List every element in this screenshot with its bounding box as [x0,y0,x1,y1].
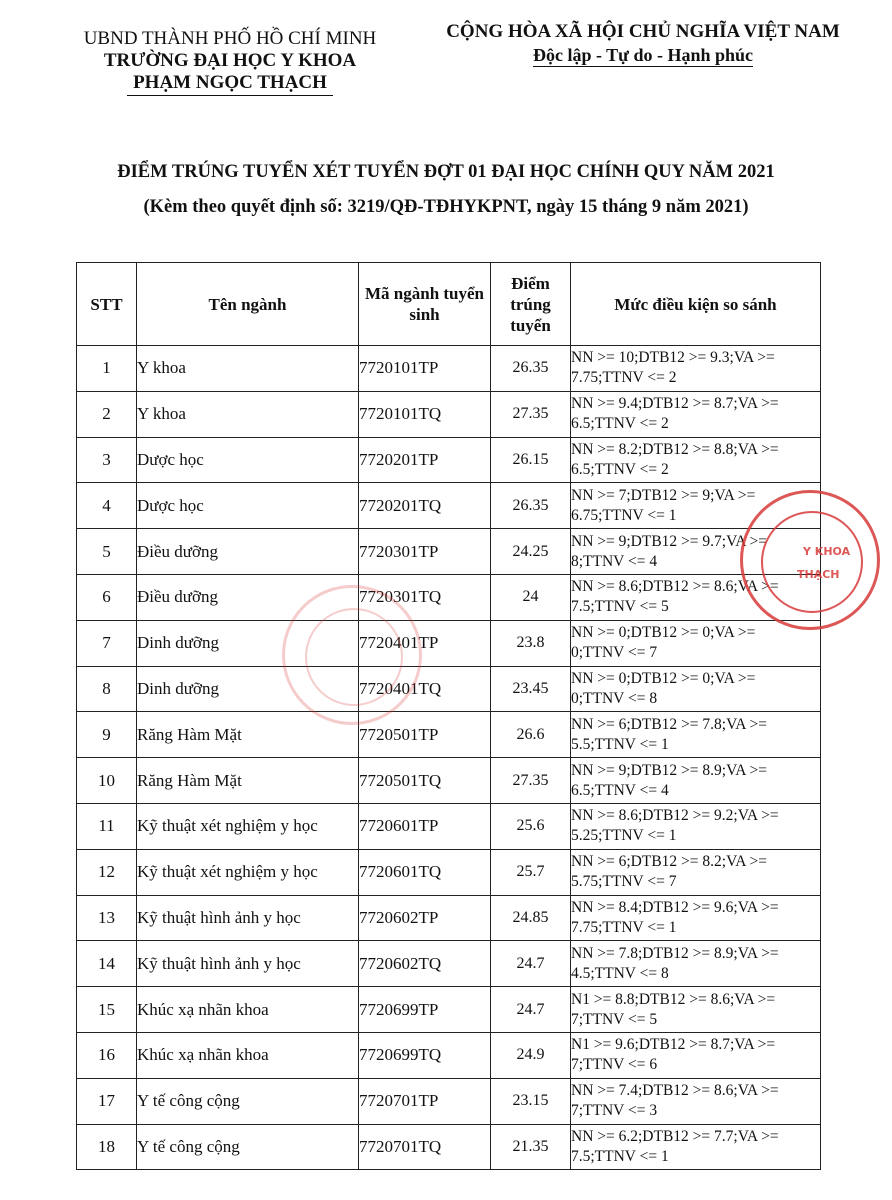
row-stt: 11 [77,803,137,849]
row-conditions-line1: NN >= 7.8;DTB12 >= 8.9;VA >= [571,944,779,962]
row-conditions [571,987,821,1033]
row-conditions-line1: NN >= 0;DTB12 >= 0;VA >= [571,669,756,687]
table-row [77,620,821,666]
issuer-block [55,28,405,96]
row-conditions-line2: 5.25;TTNV <= 1 [571,827,677,845]
row-major-code: 7720401TP [359,620,491,666]
header-major-name: Tên ngành [137,263,359,346]
row-conditions-line2: 6.5;TTNV <= 2 [571,415,669,433]
header-stt: STT [77,263,137,346]
row-major-code: 7720701TP [359,1078,491,1124]
row-conditions-line2: 0;TTNV <= 8 [571,689,658,707]
row-stt: 7 [77,620,137,666]
row-conditions-line1: NN >= 10;DTB12 >= 9.3;VA >= [571,349,775,367]
row-conditions-line2: 6.5;TTNV <= 4 [571,781,669,799]
row-conditions-line1: NN >= 9;DTB12 >= 8.9;VA >= [571,761,767,779]
faded-seal-stamp [282,585,422,725]
row-score: 25.7 [491,849,571,895]
row-major-code: 7720101TQ [359,391,491,437]
table-row [77,483,821,529]
row-major-name: Dược học [137,483,359,529]
admission-score-table [76,262,821,1170]
row-major-code: 7720201TP [359,437,491,483]
seal-text-line2: THẠCH [797,568,840,581]
row-major-code: 7720602TQ [359,941,491,987]
document-title: ĐIỂM TRÚNG TUYỂN XÉT TUYỂN ĐỢT 01 ĐẠI HỌC CHÍNH QUY NĂM 2021 [117,162,775,182]
row-score: 26.6 [491,712,571,758]
row-conditions-line2: 7.75;TTNV <= 1 [571,918,677,936]
row-conditions [571,620,821,666]
row-major-name: Kỹ thuật hình ảnh y học [137,895,359,941]
row-conditions [571,1032,821,1078]
row-conditions-line2: 7;TTNV <= 3 [571,1102,658,1120]
row-major-name: Dược học [137,437,359,483]
row-conditions [571,1078,821,1124]
row-score: 23.15 [491,1078,571,1124]
table-row [77,529,821,575]
row-major-code: 7720699TQ [359,1032,491,1078]
table-row [77,1124,821,1170]
table-row [77,666,821,712]
row-major-code: 7720101TP [359,346,491,392]
row-conditions-line1: NN >= 8.6;DTB12 >= 9.2;VA >= [571,807,779,825]
header-conditions: Mức điều kiện so sánh [571,263,821,346]
row-score: 24 [491,574,571,620]
row-major-code: 7720201TQ [359,483,491,529]
row-major-name: Y khoa [137,391,359,437]
row-stt: 4 [77,483,137,529]
row-conditions-line2: 5.75;TTNV <= 7 [571,873,677,891]
row-stt: 1 [77,346,137,392]
row-conditions-line2: 7;TTNV <= 6 [571,1056,658,1074]
table-row [77,987,821,1033]
row-conditions [571,1124,821,1170]
row-major-code: 7720301TQ [359,574,491,620]
row-major-code: 7720401TQ [359,666,491,712]
row-stt: 12 [77,849,137,895]
seal-inner-ring [761,511,863,613]
row-conditions-line2: 8;TTNV <= 4 [571,552,658,570]
row-major-name: Răng Hàm Mặt [137,712,359,758]
table-row [77,346,821,392]
row-major-name: Y khoa [137,346,359,392]
row-stt: 10 [77,758,137,804]
row-conditions-line1: NN >= 7;DTB12 >= 9;VA >= [571,486,756,504]
row-conditions-line2: 7.5;TTNV <= 1 [571,1147,669,1165]
national-motto-block [418,20,868,68]
row-major-name: Khúc xạ nhãn khoa [137,1032,359,1078]
row-conditions-line1: NN >= 9.4;DTB12 >= 8.7;VA >= [571,395,779,413]
row-conditions [571,849,821,895]
row-conditions-line1: NN >= 0;DTB12 >= 0;VA >= [571,624,756,642]
table-row [77,758,821,804]
row-major-name: Kỹ thuật xét nghiệm y học [137,849,359,895]
row-score: 26.15 [491,437,571,483]
row-stt: 14 [77,941,137,987]
row-conditions [571,346,821,392]
table-row [77,574,821,620]
row-stt: 18 [77,1124,137,1170]
row-conditions-line1: NN >= 6;DTB12 >= 7.8;VA >= [571,715,767,733]
row-conditions [571,712,821,758]
row-conditions-line1: N1 >= 9.6;DTB12 >= 8.7;VA >= [571,1036,776,1054]
row-major-name: Điều dưỡng [137,529,359,575]
row-major-code: 7720301TP [359,529,491,575]
table-row [77,849,821,895]
row-score: 23.8 [491,620,571,666]
row-conditions-line2: 6.5;TTNV <= 2 [571,460,669,478]
row-score: 24.7 [491,941,571,987]
table-row [77,803,821,849]
row-score: 26.35 [491,483,571,529]
row-conditions-line2: 4.5;TTNV <= 8 [571,964,669,982]
row-conditions [571,666,821,712]
row-stt: 8 [77,666,137,712]
row-score: 24.25 [491,529,571,575]
row-major-name: Dinh dưỡng [137,666,359,712]
row-major-name: Điều dưỡng [137,574,359,620]
row-major-name: Y tế công cộng [137,1124,359,1170]
row-conditions [571,391,821,437]
row-conditions-line2: 7;TTNV <= 5 [571,1010,658,1028]
row-major-name: Kỹ thuật hình ảnh y học [137,941,359,987]
row-major-name: Khúc xạ nhãn khoa [137,987,359,1033]
row-stt: 16 [77,1032,137,1078]
row-major-name: Răng Hàm Mặt [137,758,359,804]
document-subtitle: (Kèm theo quyết định số: 3219/QĐ-TĐHYKPNT, ngày 15 tháng 9 năm 2021) [143,197,749,217]
row-conditions-line1: NN >= 7.4;DTB12 >= 8.6;VA >= [571,1082,779,1100]
row-stt: 2 [77,391,137,437]
row-conditions-line2: 0;TTNV <= 7 [571,644,658,662]
row-conditions-line2: 6.75;TTNV <= 1 [571,506,677,524]
table-header-row [77,263,821,346]
row-major-code: 7720602TP [359,895,491,941]
row-conditions-line1: NN >= 8.2;DTB12 >= 8.8;VA >= [571,440,779,458]
table-row [77,1078,821,1124]
row-conditions [571,437,821,483]
issuer-school-name: PHẠM NGỌC THẠCH [127,72,333,96]
row-stt: 6 [77,574,137,620]
row-score: 27.35 [491,758,571,804]
row-major-code: 7720601TQ [359,849,491,895]
table-row [77,437,821,483]
row-conditions [571,895,821,941]
row-conditions [571,803,821,849]
seal-text-line1: Y KHOA [803,545,851,558]
row-conditions-line1: NN >= 6;DTB12 >= 8.2;VA >= [571,853,767,871]
row-major-name: Dinh dưỡng [137,620,359,666]
row-major-code: 7720501TP [359,712,491,758]
row-major-code: 7720601TP [359,803,491,849]
row-stt: 17 [77,1078,137,1124]
header-major-code: Mã ngành tuyển sinh [359,263,491,346]
row-stt: 13 [77,895,137,941]
table-row [77,712,821,758]
row-score: 24.9 [491,1032,571,1078]
row-major-code: 7720701TQ [359,1124,491,1170]
row-stt: 3 [77,437,137,483]
row-major-name: Y tế công cộng [137,1078,359,1124]
row-conditions-line1: NN >= 9;DTB12 >= 9.7;VA >= [571,532,767,550]
row-score: 24.7 [491,987,571,1033]
row-conditions [571,758,821,804]
row-conditions-line1: NN >= 8.4;DTB12 >= 9.6;VA >= [571,898,779,916]
row-score: 25.6 [491,803,571,849]
faded-seal-inner-ring [305,608,403,706]
national-motto: Độc lập - Tự do - Hạnh phúc [532,45,754,65]
row-stt: 9 [77,712,137,758]
row-stt: 15 [77,987,137,1033]
table-row [77,1032,821,1078]
row-score: 23.45 [491,666,571,712]
header-score: Điểm trúng tuyển [491,263,571,346]
row-conditions-line2: 5.5;TTNV <= 1 [571,735,669,753]
row-conditions [571,941,821,987]
row-major-code: 7720699TP [359,987,491,1033]
row-conditions-line2: 7.5;TTNV <= 5 [571,598,669,616]
row-score: 21.35 [491,1124,571,1170]
row-score: 24.85 [491,895,571,941]
row-conditions-line1: N1 >= 8.8;DTB12 >= 8.6;VA >= [571,990,776,1008]
row-major-code: 7720501TQ [359,758,491,804]
row-conditions-line1: NN >= 6.2;DTB12 >= 7.7;VA >= [571,1127,779,1145]
row-major-name: Kỹ thuật xét nghiệm y học [137,803,359,849]
country-title: CỘNG HÒA XÃ HỘI CHỦ NGHĨA VIỆT NAM [446,21,840,42]
table-row [77,391,821,437]
row-stt: 5 [77,529,137,575]
table-row [77,941,821,987]
issuer-school: TRƯỜNG ĐẠI HỌC Y KHOA [103,50,357,71]
row-conditions-line1: NN >= 8.6;DTB12 >= 8.6;VA >= [571,578,779,596]
table-row [77,895,821,941]
official-seal-stamp [740,490,880,630]
row-score: 26.35 [491,346,571,392]
row-score: 27.35 [491,391,571,437]
row-conditions-line2: 7.75;TTNV <= 2 [571,369,677,387]
issuer-authority: UBND THÀNH PHỐ HỒ CHÍ MINH [83,28,377,49]
